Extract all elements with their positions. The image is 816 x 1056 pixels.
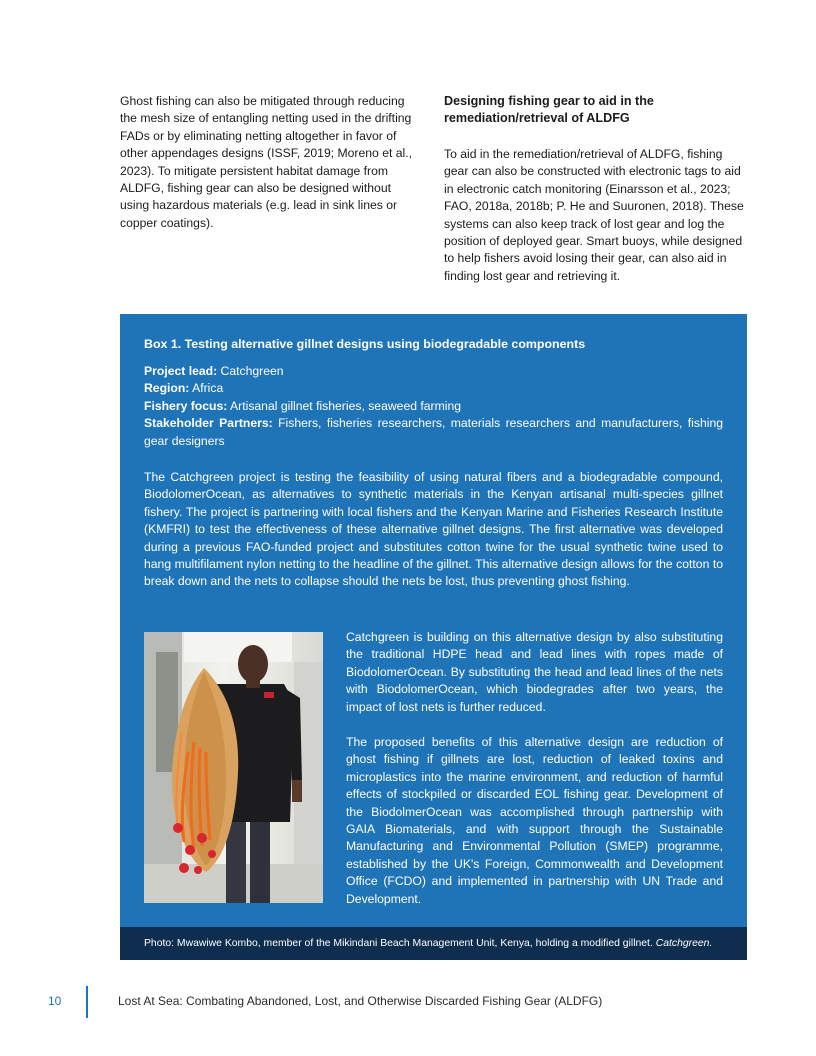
fisher-photo (144, 632, 323, 903)
region-label: Region: (144, 381, 190, 396)
project-lead-label: Project lead: (144, 364, 218, 378)
left-column-paragraph: Ghost fishing can also be mitigated through reducing the mesh size of entangling netting used in the drifting FADs or by eliminating netting altogether in favor of other appendages designs (ISSF, 2019; Moreno et al., 2023). To mitigate persistent habitat damage from ALDFG, fishing gear can also be designed without using hazardous materials (e.g. lead in sink lines or copper coatings). (120, 94, 413, 230)
stakeholder-partners-value: Fishers, fisheries researchers, materials researchers and manufacturers, fishing gear designers (144, 416, 723, 448)
project-metadata (144, 363, 723, 450)
left-column (120, 93, 420, 232)
fishery-focus-value: Artisanal gillnet fisheries, seaweed farming (230, 398, 462, 413)
section-heading: Designing fishing gear to aid in the remediation/retrieval of ALDFG (444, 94, 654, 125)
photo-caption (144, 927, 712, 960)
fishery-focus-label: Fishery focus: (144, 398, 228, 413)
case-study-box (120, 314, 747, 927)
right-column-paragraph: To aid in the remediation/retrieval of ALDFG, fishing gear can also be constructed with electronic tags to aid in electronic catch monitoring (Einarsson et al., 2023; FAO, 2018a, 2018b; P. He and Suuronen, 2018). These systems can also keep track of lost gear and log the position of deployed gear. Smart buoys, while designed to help fishers avoid losing their gear, can also aid in finding lost gear and retrieving it. (444, 147, 744, 283)
box-paragraph-intro: The Catchgreen project is testing the feasibility of using natural fibers and a biodegradable compound, BiodolomerOcean, as alternatives to synthetic materials in the Kenyan artisanal multi-species gillnet fishery. The project is partnering with local fishers and the Kenyan Marine and Fisheries Research Institute (KMFRI) to test the effectiveness of these alternative gillnet designs. The first alternative was developed during a previous FAO-funded project and substitutes cotton twine for the usual synthetic twine used to hang multifilament nylon netting to the headline of the gillnet. This alternative design allows for the cotton to break down and the nets to collapse should the nets be lost, thus preventing ghost fishing. (144, 470, 723, 589)
stakeholder-partners-row (144, 415, 723, 450)
box-title: Box 1. Testing alternative gillnet designs using biodegradable components (144, 337, 586, 351)
photo-side-text (346, 629, 723, 908)
page-number: 10 (48, 994, 62, 1008)
region-row (144, 380, 723, 397)
box-paragraph-catchgreen: Catchgreen is building on this alternative design by also substituting the traditional HDPE head and lead lines with ropes made of BiodolomerOcean. By substituting the head and lead lines of the nets with BiodolomerOcean, which biodegrades after two years, the impact of lost nets is further reduced. (346, 630, 723, 714)
case-study-content (144, 336, 723, 591)
project-lead-value: Catchgreen (220, 364, 284, 378)
region-value: Africa (192, 381, 224, 396)
project-lead-row (144, 363, 723, 380)
photo-caption-text: Photo: Mwawiwe Kombo, member of the Mikindani Beach Management Unit, Kenya, holding a modified gillnet. (144, 938, 653, 949)
photo-credit: Catchgreen. (655, 938, 713, 949)
footer-document-title: Lost At Sea: Combating Abandoned, Lost, and Otherwise Discarded Fishing Gear (ALDFG) (118, 994, 603, 1008)
box-paragraph-benefits: The proposed benefits of this alternative design are reduction of ghost fishing if gillnets are lost, reduction of leaked toxins and microplastics into the marine environment, and reduction of harmful effects of stockpiled or discarded EOL fishing gear. Development of the BiodolmerOcean was accomplished through partnership with GAIA Biomaterials, and with support through the Sustainable Manufacturing and Environmental Pollution (SMEP) programme, established by the UK's Foreign, Commonwealth and Development Office (FCDO) and implemented in partnership with UN Trade and Development. (346, 735, 723, 906)
stakeholder-partners-label: Stakeholder Partners: (144, 416, 273, 431)
right-column (444, 93, 746, 285)
fishery-focus-row (144, 398, 723, 415)
photo-caption-bar (120, 927, 747, 960)
fisher-holding-gillnet-illustration (144, 632, 323, 903)
footer-divider (86, 986, 88, 1018)
